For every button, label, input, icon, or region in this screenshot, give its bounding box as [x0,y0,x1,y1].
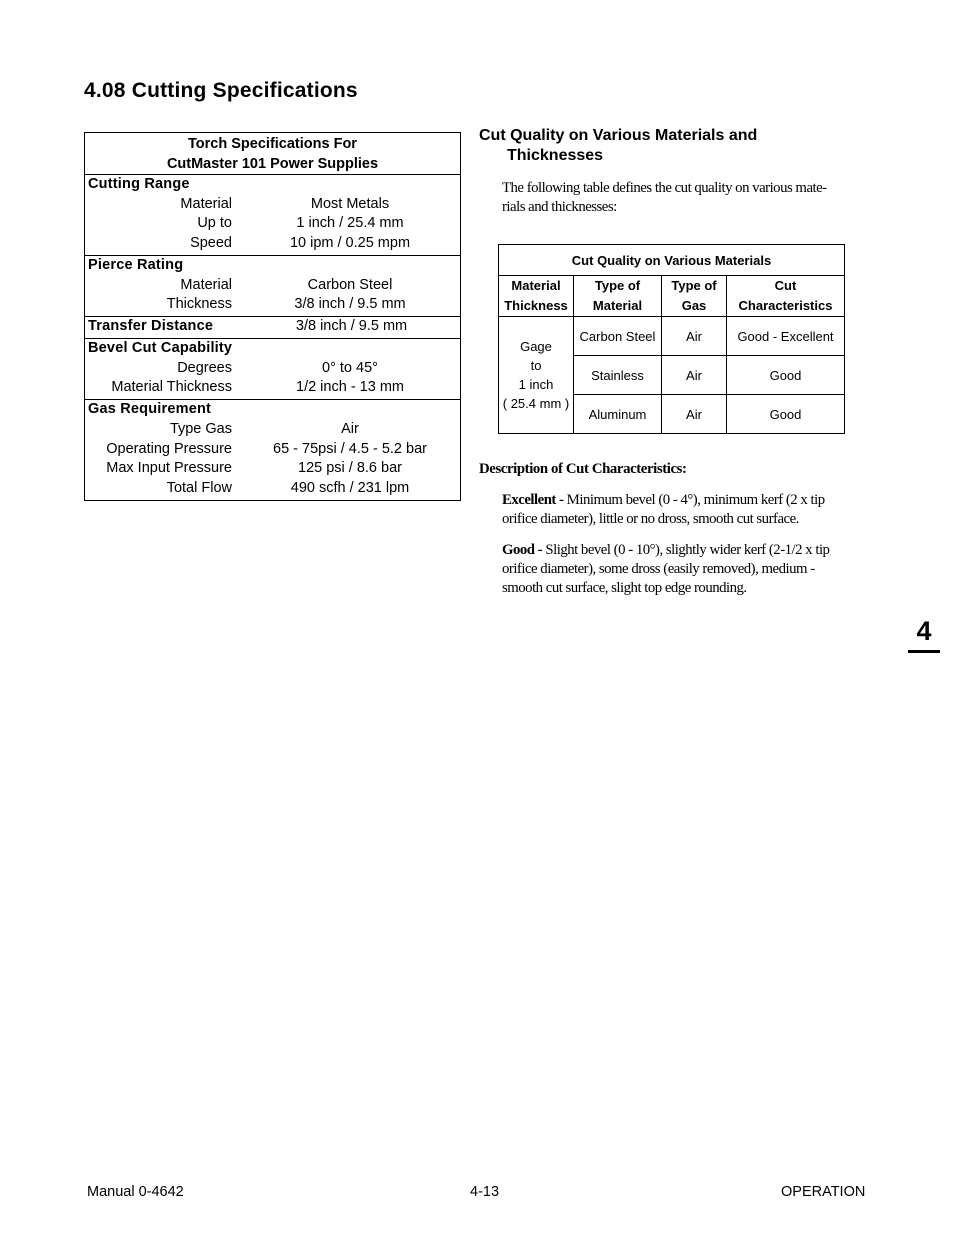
excellent-line2: orifice diameter), little or no dross, smooth cut surface. [502,511,799,527]
intro-line1: The following table defines the cut quality on various mate- [502,180,827,196]
intro-line2: rials and thicknesses: [502,199,617,215]
spec-row [85,276,460,296]
chapter-tab-rule [908,650,940,653]
good-line1 [502,541,872,560]
header-material-thickness [499,276,574,317]
spec-label: Speed [190,235,232,252]
good-description [502,541,872,598]
gas-cell: Air [662,317,727,356]
spec-row [85,295,460,315]
spec-value: 3/8 inch / 9.5 mm [294,296,406,313]
footer-section-name: OPERATION [781,1184,866,1200]
table-header-row [499,276,845,317]
cut-quality-heading-line2: Thicknesses [507,147,604,164]
gage-line: Gage [520,339,552,354]
gas-requirement-title: Gas Requirement [88,401,212,418]
header-line: Type of [594,278,641,293]
transfer-distance-title: Transfer Distance [88,318,214,335]
good-text: Slight bevel (0 - 10°), slightly wider kerf (2-1/2 x tip [542,542,830,558]
header-line: Cut [774,278,797,293]
spec-row [85,234,460,254]
good-line2: orifice diameter), some dross (easily removed), medium - [502,561,815,577]
excellent-text: Minimum bevel (0 - 4°), minimum kerf (2 x tip [563,492,825,508]
cut-cell: Good [727,395,845,434]
gage-line: ( 25.4 mm ) [502,396,570,411]
cut-quality-heading-line1: Cut Quality on Various Materials and [479,127,758,144]
bevel-cut-title: Bevel Cut Capability [88,339,233,356]
spec-row [85,195,460,215]
chapter-tab-number: 4 [916,616,932,646]
header-line: Material [511,278,561,293]
spec-row [85,459,460,479]
spec-value: 65 - 75psi / 4.5 - 5.2 bar [273,440,427,457]
page-title: 4.08 Cutting Specifications [84,79,358,102]
spec-row [85,359,460,379]
spec-row [85,479,460,499]
spec-label: Material [180,276,232,293]
gage-line: 1 inch [518,377,554,392]
cut-cell: Good [727,356,845,395]
spec-row [85,317,460,337]
bevel-cut-group [85,339,460,400]
spec-label: Thickness [166,296,232,313]
cutting-range-group [85,175,460,256]
header-line: Characteristics [738,298,833,313]
cut-quality-intro [502,179,872,217]
excellent-term: Excellent - [502,492,564,508]
spec-table-title-line2: CutMaster 101 Power Supplies [166,156,379,172]
torch-spec-table [84,132,461,501]
spec-row [85,440,460,460]
footer-manual-number: Manual 0-4642 [87,1184,184,1200]
gas-requirement-group [85,400,460,500]
header-line: Thickness [504,298,568,313]
spec-value: 10 ipm / 0.25 mpm [289,235,411,252]
spec-row [85,378,460,398]
pierce-rating-title: Pierce Rating [88,256,184,273]
table-row [499,317,845,356]
spec-label: Material [180,195,232,212]
pierce-rating-group [85,256,460,317]
header-line: Type of [671,278,717,293]
cut-quality-table [498,244,845,434]
spec-value: 1 inch / 25.4 mm [296,215,404,232]
spec-label: Type Gas [169,420,232,437]
material-cell: Carbon Steel [574,317,662,356]
spec-row [85,420,460,440]
transfer-distance-group [85,317,460,339]
spec-value: 125 psi / 8.6 bar [298,460,402,477]
excellent-description [502,491,872,529]
cutting-range-title: Cutting Range [88,176,190,192]
cut-quality-heading [479,126,757,166]
spec-table-title-line1: Torch Specifications For [188,136,357,152]
spec-label: Material Thickness [111,379,232,396]
excellent-line1 [502,491,872,510]
spec-label: Operating Pressure [106,440,232,457]
spec-value: Carbon Steel [307,276,393,293]
header-line: Gas [681,298,707,313]
material-thickness-cell [499,317,574,434]
gage-line: to [530,358,542,373]
spec-label: Total Flow [166,480,232,497]
spec-row [85,214,460,234]
spec-value: 490 scfh / 231 lpm [290,480,410,497]
spec-table-header [85,133,460,175]
description-heading: Description of Cut Characteristics: [479,461,687,477]
spec-label: Up to [197,215,232,232]
gas-cell: Air [662,356,727,395]
header-line: Material [592,298,643,313]
good-term: Good - [502,542,543,558]
spec-label: Degrees [177,359,232,376]
spec-label: Max Input Pressure [106,460,232,477]
material-cell: Aluminum [574,395,662,434]
header-type-of-gas [662,276,727,317]
spec-value: Most Metals [310,195,390,212]
spec-value: 3/8 inch / 9.5 mm [295,318,408,335]
cut-quality-table-caption: Cut Quality on Various Materials [499,245,845,276]
cut-cell: Good - Excellent [727,317,845,356]
header-cut-characteristics [727,276,845,317]
material-cell: Stainless [574,356,662,395]
spec-value: 1/2 inch - 13 mm [296,379,404,396]
good-line3: smooth cut surface, slight top edge rounding. [502,580,747,596]
spec-value: Air [341,420,359,437]
gas-cell: Air [662,395,727,434]
footer-page-number: 4-13 [470,1184,500,1200]
header-type-of-material [574,276,662,317]
spec-value: 0° to 45° [322,359,378,376]
